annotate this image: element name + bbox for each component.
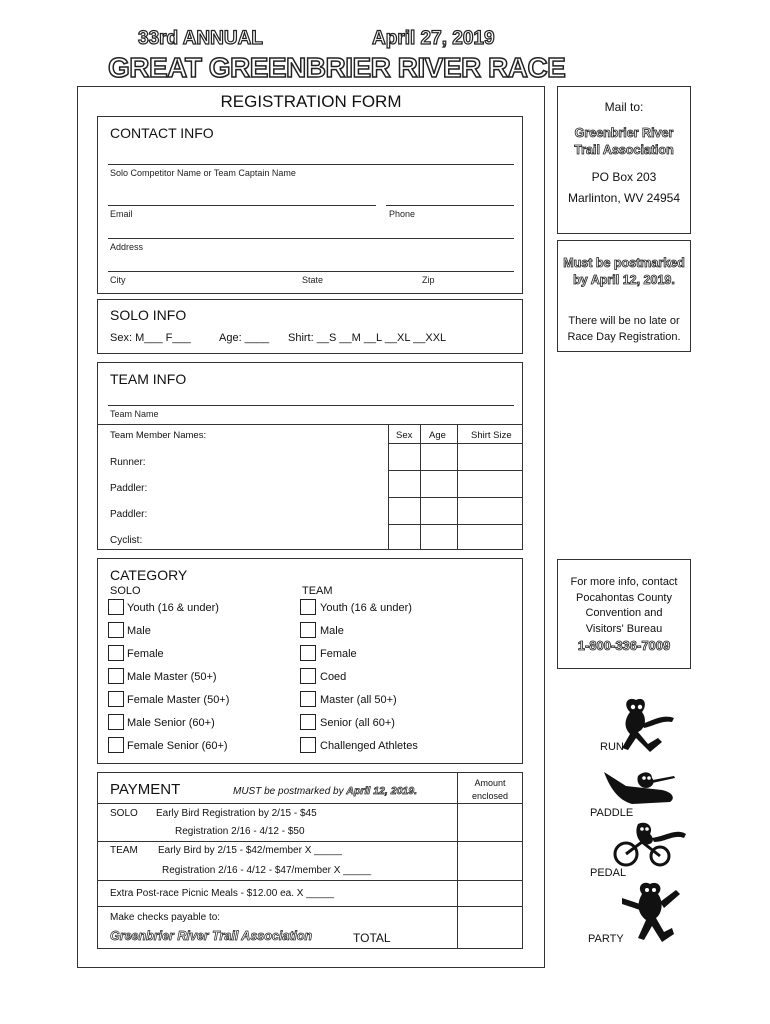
payment-team-early[interactable]: Early Bird by 2/15 - $42/member X _____ — [158, 845, 342, 856]
phone-field[interactable] — [386, 205, 514, 206]
label-team-senior: Senior (all 60+) — [320, 717, 395, 729]
city-state-zip-field[interactable] — [108, 271, 514, 272]
name-field[interactable] — [108, 164, 514, 165]
race-title: GREAT GREENBRIER RIVER RACE — [108, 52, 566, 83]
label-solo-male: Male — [127, 625, 151, 637]
category-heading: CATEGORY — [110, 567, 188, 583]
info-line2: Pocahontas County — [575, 592, 672, 604]
checkbox-solo-male[interactable] — [108, 622, 124, 638]
pedal-label: PEDAL — [590, 867, 627, 879]
amount-label-line2: enclosed — [471, 791, 509, 801]
checkbox-team-master[interactable] — [300, 691, 316, 707]
label-team-female: Female — [320, 648, 357, 660]
amount-label-line1: Amount — [474, 778, 506, 788]
label-solo-male-master: Male Master (50+) — [127, 671, 217, 683]
address-field[interactable] — [108, 238, 514, 239]
zip-label: Zip — [422, 275, 435, 285]
form-title: REGISTRATION FORM — [220, 92, 402, 111]
payment-team-reg[interactable]: Registration 2/16 - 4/12 - $47/member X _____ — [162, 865, 372, 876]
info-line3: Convention and — [585, 607, 663, 619]
solo-age-field[interactable]: Age: ____ — [219, 332, 270, 344]
team-name-field[interactable] — [108, 405, 514, 406]
amount-enclosed-label — [457, 777, 523, 803]
label-solo-male-senior: Male Senior (60+) — [127, 717, 215, 729]
solo-shirt-field[interactable]: Shirt: __S __M __L __XL __XXL — [288, 332, 447, 344]
info-line1: For more info, contact — [570, 576, 678, 588]
mail-org-line2: Trail Association — [574, 143, 674, 157]
solo-info-heading: SOLO INFO — [110, 307, 187, 323]
postmark-line2: by April 12, 2019. — [573, 273, 675, 287]
checkbox-team-female[interactable] — [300, 645, 316, 661]
checkbox-solo-female-senior[interactable] — [108, 737, 124, 753]
paddle-label: PADDLE — [590, 807, 634, 819]
label-team-challenged: Challenged Athletes — [320, 740, 418, 752]
label-solo-youth: Youth (16 & under) — [127, 602, 219, 614]
mail-to-label: Mail to: — [604, 100, 644, 114]
team-row-paddler-2[interactable]: Paddler: — [110, 509, 148, 520]
info-line4: Visitors' Bureau — [585, 623, 663, 635]
checkbox-solo-male-master[interactable] — [108, 668, 124, 684]
payment-payee: Greenbrier River Trail Association — [110, 929, 313, 943]
annual-label: 33rd ANNUAL — [138, 28, 263, 49]
payment-checks-label: Make checks payable to: — [110, 912, 221, 923]
city-label: City — [110, 275, 126, 285]
checkbox-team-youth[interactable] — [300, 599, 316, 615]
must-text: MUST be postmarked by — [233, 786, 347, 797]
name-label: Solo Competitor Name or Team Captain Name — [110, 168, 296, 178]
payment-divider-picnic — [97, 906, 523, 907]
category-solo-label: SOLO — [110, 585, 141, 597]
team-table-top-border — [97, 424, 523, 425]
payment-solo-label: SOLO — [110, 808, 138, 819]
label-team-youth: Youth (16 & under) — [320, 602, 412, 614]
late-line1: There will be no late or — [568, 315, 680, 327]
team-info-heading: TEAM INFO — [110, 371, 187, 387]
payment-divider-team — [97, 880, 523, 881]
payment-team-label: TEAM — [110, 845, 138, 856]
team-info-section — [97, 362, 523, 550]
late-line2: Race Day Registration. — [567, 331, 681, 343]
checkbox-solo-youth[interactable] — [108, 599, 124, 615]
team-row-divider — [388, 524, 523, 525]
payment-picnic[interactable]: Extra Post-race Picnic Meals - $12.00 ea. X _____ — [110, 888, 335, 899]
checkbox-solo-male-senior[interactable] — [108, 714, 124, 730]
checkbox-team-coed[interactable] — [300, 668, 316, 684]
info-phone: 1-800-336-7009 — [577, 638, 671, 653]
race-date: April 27, 2019 — [372, 28, 495, 49]
mail-org-line1: Greenbrier River — [574, 126, 674, 140]
checkbox-team-senior[interactable] — [300, 714, 316, 730]
paddler-critter-icon — [602, 768, 678, 810]
team-header-divider — [388, 443, 523, 444]
run-label: RUN — [600, 741, 624, 753]
checkbox-team-challenged[interactable] — [300, 737, 316, 753]
address-label: Address — [110, 242, 144, 252]
team-row-paddler-1[interactable]: Paddler: — [110, 483, 148, 494]
label-solo-female-master: Female Master (50+) — [127, 694, 230, 706]
cyclist-critter-icon — [612, 822, 688, 868]
payment-heading: PAYMENT — [110, 781, 181, 798]
label-solo-female-senior: Female Senior (60+) — [127, 740, 228, 752]
state-label: State — [302, 275, 324, 285]
team-row-cyclist[interactable]: Cyclist: — [110, 535, 143, 546]
payment-header-divider — [97, 803, 523, 804]
payment-must-text — [233, 785, 417, 797]
solo-sex-field[interactable]: Sex: M___ F___ — [110, 332, 191, 344]
label-solo-female: Female — [127, 648, 164, 660]
email-label: Email — [110, 209, 133, 219]
label-team-coed: Coed — [320, 671, 347, 683]
team-row-divider — [388, 497, 523, 498]
party-critter-icon — [616, 880, 686, 952]
must-date: April 12, 2019. — [346, 785, 417, 797]
label-team-male: Male — [320, 625, 344, 637]
payment-solo-early: Early Bird Registration by 2/15 - $45 — [156, 808, 317, 819]
email-field[interactable] — [108, 205, 376, 206]
team-name-label: Team Name — [110, 409, 159, 419]
checkbox-solo-female[interactable] — [108, 645, 124, 661]
category-team-label: TEAM — [302, 585, 333, 597]
payment-total-label: TOTAL — [353, 931, 391, 945]
checkbox-solo-female-master[interactable] — [108, 691, 124, 707]
payment-divider-solo — [97, 841, 523, 842]
mail-po-box: PO Box 203 — [591, 170, 657, 184]
phone-label: Phone — [389, 209, 416, 219]
mail-city: Marlinton, WV 24954 — [567, 191, 681, 205]
postmark-line1: Must be postmarked — [563, 256, 685, 270]
checkbox-team-male[interactable] — [300, 622, 316, 638]
party-label: PARTY — [588, 933, 624, 945]
col-age: Age — [429, 430, 446, 441]
contact-info-heading: CONTACT INFO — [110, 125, 214, 141]
payment-solo-reg: Registration 2/16 - 4/12 - $50 — [175, 826, 305, 837]
label-team-master: Master (all 50+) — [320, 694, 397, 706]
col-sex: Sex — [396, 430, 413, 441]
team-members-label: Team Member Names: — [110, 430, 207, 441]
col-shirt: Shirt Size — [471, 430, 512, 441]
team-row-divider — [388, 470, 523, 471]
team-row-runner[interactable]: Runner: — [110, 457, 146, 468]
